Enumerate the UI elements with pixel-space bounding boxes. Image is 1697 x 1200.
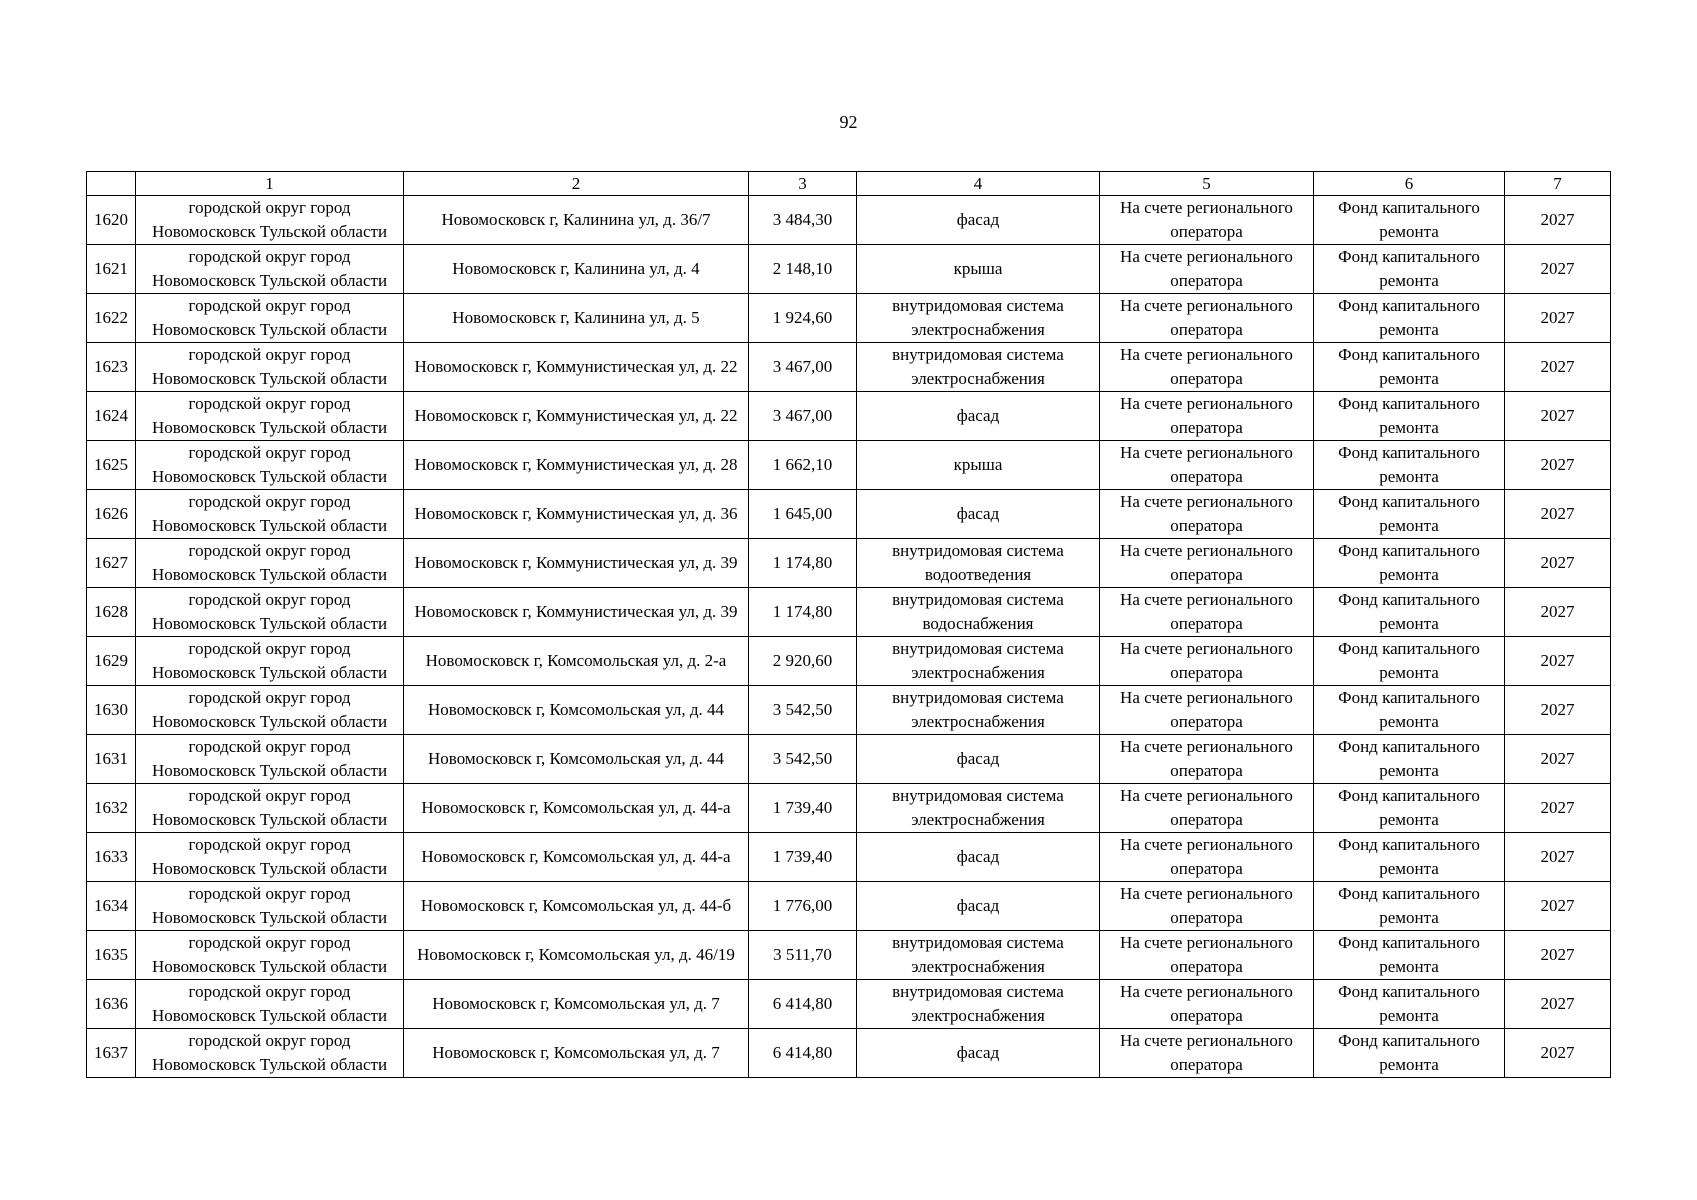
- year-cell: 2027: [1505, 245, 1611, 294]
- account-method-cell: На счете регионального оператора: [1100, 931, 1314, 980]
- funding-source-cell: Фонд капитального ремонта: [1314, 735, 1505, 784]
- funding-source-cell: Фонд капитального ремонта: [1314, 686, 1505, 735]
- row-number: 1622: [87, 294, 136, 343]
- year-cell: 2027: [1505, 735, 1611, 784]
- table-row: [87, 343, 1611, 392]
- area-cell: 6 414,80: [749, 980, 857, 1029]
- address-cell: Новомосковск г, Коммунистическая ул, д. 28: [404, 441, 749, 490]
- funding-source-cell: Фонд капитального ремонта: [1314, 833, 1505, 882]
- municipality-cell: городской округ город Новомосковск Тульской области: [136, 343, 404, 392]
- year-cell: 2027: [1505, 882, 1611, 931]
- address-cell: Новомосковск г, Калинина ул, д. 4: [404, 245, 749, 294]
- municipality-cell: городской округ город Новомосковск Тульской области: [136, 490, 404, 539]
- table-row: [87, 539, 1611, 588]
- area-cell: 3 484,30: [749, 196, 857, 245]
- work-type-cell: внутридомовая система электроснабжения: [857, 784, 1100, 833]
- area-cell: 3 511,70: [749, 931, 857, 980]
- account-method-cell: На счете регионального оператора: [1100, 245, 1314, 294]
- table-row: [87, 735, 1611, 784]
- work-type-cell: внутридомовая система электроснабжения: [857, 637, 1100, 686]
- year-cell: 2027: [1505, 637, 1611, 686]
- row-number: 1630: [87, 686, 136, 735]
- funding-source-cell: Фонд капитального ремонта: [1314, 637, 1505, 686]
- funding-source-cell: Фонд капитального ремонта: [1314, 490, 1505, 539]
- account-method-cell: На счете регионального оператора: [1100, 735, 1314, 784]
- account-method-cell: На счете регионального оператора: [1100, 441, 1314, 490]
- table-row: [87, 196, 1611, 245]
- work-type-cell: крыша: [857, 441, 1100, 490]
- area-cell: 6 414,80: [749, 1029, 857, 1078]
- address-cell: Новомосковск г, Комсомольская ул, д. 46/19: [404, 931, 749, 980]
- table-row: [87, 784, 1611, 833]
- funding-source-cell: Фонд капитального ремонта: [1314, 882, 1505, 931]
- year-cell: 2027: [1505, 392, 1611, 441]
- year-cell: 2027: [1505, 980, 1611, 1029]
- area-cell: 1 739,40: [749, 784, 857, 833]
- year-cell: 2027: [1505, 784, 1611, 833]
- row-number: 1634: [87, 882, 136, 931]
- funding-source-cell: Фонд капитального ремонта: [1314, 784, 1505, 833]
- municipality-cell: городской округ город Новомосковск Тульской области: [136, 539, 404, 588]
- work-type-cell: фасад: [857, 735, 1100, 784]
- year-cell: 2027: [1505, 833, 1611, 882]
- funding-source-cell: Фонд капитального ремонта: [1314, 245, 1505, 294]
- work-type-cell: внутридомовая система электроснабжения: [857, 931, 1100, 980]
- row-number: 1629: [87, 637, 136, 686]
- address-cell: Новомосковск г, Калинина ул, д. 36/7: [404, 196, 749, 245]
- column-number-6: 6: [1314, 172, 1505, 196]
- funding-source-cell: Фонд капитального ремонта: [1314, 196, 1505, 245]
- column-number-4: 4: [857, 172, 1100, 196]
- repair-register-table: [86, 171, 1611, 1078]
- funding-source-cell: Фонд капитального ремонта: [1314, 539, 1505, 588]
- municipality-cell: городской округ город Новомосковск Тульской области: [136, 735, 404, 784]
- table-row: [87, 931, 1611, 980]
- account-method-cell: На счете регионального оператора: [1100, 294, 1314, 343]
- account-method-cell: На счете регионального оператора: [1100, 588, 1314, 637]
- address-cell: Новомосковск г, Коммунистическая ул, д. 39: [404, 539, 749, 588]
- row-number: 1627: [87, 539, 136, 588]
- table-row: [87, 392, 1611, 441]
- column-number-blank: [87, 172, 136, 196]
- table-row: [87, 882, 1611, 931]
- year-cell: 2027: [1505, 588, 1611, 637]
- column-number-5: 5: [1100, 172, 1314, 196]
- area-cell: 3 467,00: [749, 392, 857, 441]
- funding-source-cell: Фонд капитального ремонта: [1314, 294, 1505, 343]
- work-type-cell: фасад: [857, 1029, 1100, 1078]
- table-row: [87, 588, 1611, 637]
- account-method-cell: На счете регионального оператора: [1100, 637, 1314, 686]
- row-number: 1620: [87, 196, 136, 245]
- account-method-cell: На счете регионального оператора: [1100, 343, 1314, 392]
- table-row: [87, 637, 1611, 686]
- address-cell: Новомосковск г, Комсомольская ул, д. 44-б: [404, 882, 749, 931]
- year-cell: 2027: [1505, 1029, 1611, 1078]
- row-number: 1621: [87, 245, 136, 294]
- row-number: 1637: [87, 1029, 136, 1078]
- work-type-cell: фасад: [857, 392, 1100, 441]
- row-number: 1624: [87, 392, 136, 441]
- table-body: [87, 196, 1611, 1078]
- work-type-cell: фасад: [857, 196, 1100, 245]
- row-number: 1623: [87, 343, 136, 392]
- municipality-cell: городской округ город Новомосковск Тульской области: [136, 686, 404, 735]
- row-number: 1632: [87, 784, 136, 833]
- year-cell: 2027: [1505, 931, 1611, 980]
- area-cell: 1 174,80: [749, 539, 857, 588]
- row-number: 1625: [87, 441, 136, 490]
- row-number: 1631: [87, 735, 136, 784]
- address-cell: Новомосковск г, Коммунистическая ул, д. 39: [404, 588, 749, 637]
- funding-source-cell: Фонд капитального ремонта: [1314, 588, 1505, 637]
- address-cell: Новомосковск г, Коммунистическая ул, д. 22: [404, 392, 749, 441]
- municipality-cell: городской округ город Новомосковск Тульской области: [136, 441, 404, 490]
- area-cell: 1 174,80: [749, 588, 857, 637]
- column-number-row: [87, 172, 1611, 196]
- funding-source-cell: Фонд капитального ремонта: [1314, 980, 1505, 1029]
- year-cell: 2027: [1505, 686, 1611, 735]
- area-cell: 1 645,00: [749, 490, 857, 539]
- municipality-cell: городской округ город Новомосковск Тульской области: [136, 294, 404, 343]
- table-row: [87, 441, 1611, 490]
- account-method-cell: На счете регионального оператора: [1100, 833, 1314, 882]
- municipality-cell: городской округ город Новомосковск Тульской области: [136, 980, 404, 1029]
- column-number-7: 7: [1505, 172, 1611, 196]
- work-type-cell: внутридомовая система водоотведения: [857, 539, 1100, 588]
- municipality-cell: городской округ город Новомосковск Тульской области: [136, 931, 404, 980]
- address-cell: Новомосковск г, Калинина ул, д. 5: [404, 294, 749, 343]
- address-cell: Новомосковск г, Комсомольская ул, д. 44: [404, 735, 749, 784]
- year-cell: 2027: [1505, 343, 1611, 392]
- column-number-1: 1: [136, 172, 404, 196]
- municipality-cell: городской округ город Новомосковск Тульской области: [136, 392, 404, 441]
- table-row: [87, 686, 1611, 735]
- area-cell: 1 662,10: [749, 441, 857, 490]
- work-type-cell: внутридомовая система водоснабжения: [857, 588, 1100, 637]
- funding-source-cell: Фонд капитального ремонта: [1314, 441, 1505, 490]
- municipality-cell: городской округ город Новомосковск Тульской области: [136, 245, 404, 294]
- account-method-cell: На счете регионального оператора: [1100, 980, 1314, 1029]
- funding-source-cell: Фонд капитального ремонта: [1314, 931, 1505, 980]
- work-type-cell: фасад: [857, 882, 1100, 931]
- area-cell: 1 924,60: [749, 294, 857, 343]
- account-method-cell: На счете регионального оператора: [1100, 196, 1314, 245]
- funding-source-cell: Фонд капитального ремонта: [1314, 1029, 1505, 1078]
- account-method-cell: На счете регионального оператора: [1100, 686, 1314, 735]
- year-cell: 2027: [1505, 539, 1611, 588]
- area-cell: 1 739,40: [749, 833, 857, 882]
- table-row: [87, 1029, 1611, 1078]
- account-method-cell: На счете регионального оператора: [1100, 1029, 1314, 1078]
- work-type-cell: крыша: [857, 245, 1100, 294]
- funding-source-cell: Фонд капитального ремонта: [1314, 343, 1505, 392]
- area-cell: 2 920,60: [749, 637, 857, 686]
- work-type-cell: фасад: [857, 490, 1100, 539]
- table-row: [87, 833, 1611, 882]
- area-cell: 2 148,10: [749, 245, 857, 294]
- funding-source-cell: Фонд капитального ремонта: [1314, 392, 1505, 441]
- account-method-cell: На счете регионального оператора: [1100, 882, 1314, 931]
- address-cell: Новомосковск г, Комсомольская ул, д. 44-а: [404, 833, 749, 882]
- municipality-cell: городской округ город Новомосковск Тульской области: [136, 882, 404, 931]
- table-row: [87, 294, 1611, 343]
- municipality-cell: городской округ город Новомосковск Тульской области: [136, 196, 404, 245]
- row-number: 1636: [87, 980, 136, 1029]
- municipality-cell: городской округ город Новомосковск Тульской области: [136, 784, 404, 833]
- work-type-cell: внутридомовая система электроснабжения: [857, 343, 1100, 392]
- account-method-cell: На счете регионального оператора: [1100, 784, 1314, 833]
- column-number-3: 3: [749, 172, 857, 196]
- table-row: [87, 980, 1611, 1029]
- year-cell: 2027: [1505, 196, 1611, 245]
- municipality-cell: городской округ город Новомосковск Тульской области: [136, 1029, 404, 1078]
- address-cell: Новомосковск г, Комсомольская ул, д. 44: [404, 686, 749, 735]
- area-cell: 3 542,50: [749, 735, 857, 784]
- account-method-cell: На счете регионального оператора: [1100, 392, 1314, 441]
- work-type-cell: внутридомовая система электроснабжения: [857, 686, 1100, 735]
- address-cell: Новомосковск г, Коммунистическая ул, д. 22: [404, 343, 749, 392]
- address-cell: Новомосковск г, Комсомольская ул, д. 7: [404, 980, 749, 1029]
- area-cell: 3 542,50: [749, 686, 857, 735]
- year-cell: 2027: [1505, 294, 1611, 343]
- year-cell: 2027: [1505, 441, 1611, 490]
- page-number: 92: [839, 112, 858, 132]
- address-cell: Новомосковск г, Комсомольская ул, д. 7: [404, 1029, 749, 1078]
- work-type-cell: внутридомовая система электроснабжения: [857, 294, 1100, 343]
- address-cell: Новомосковск г, Комсомольская ул, д. 44-а: [404, 784, 749, 833]
- table-row: [87, 245, 1611, 294]
- work-type-cell: внутридомовая система электроснабжения: [857, 980, 1100, 1029]
- area-cell: 1 776,00: [749, 882, 857, 931]
- work-type-cell: фасад: [857, 833, 1100, 882]
- row-number: 1628: [87, 588, 136, 637]
- address-cell: Новомосковск г, Коммунистическая ул, д. 36: [404, 490, 749, 539]
- account-method-cell: На счете регионального оператора: [1100, 490, 1314, 539]
- row-number: 1633: [87, 833, 136, 882]
- municipality-cell: городской округ город Новомосковск Тульской области: [136, 588, 404, 637]
- municipality-cell: городской округ город Новомосковск Тульской области: [136, 833, 404, 882]
- account-method-cell: На счете регионального оператора: [1100, 539, 1314, 588]
- area-cell: 3 467,00: [749, 343, 857, 392]
- address-cell: Новомосковск г, Комсомольская ул, д. 2-а: [404, 637, 749, 686]
- row-number: 1635: [87, 931, 136, 980]
- year-cell: 2027: [1505, 490, 1611, 539]
- table-row: [87, 490, 1611, 539]
- row-number: 1626: [87, 490, 136, 539]
- municipality-cell: городской округ город Новомосковск Тульской области: [136, 637, 404, 686]
- column-number-2: 2: [404, 172, 749, 196]
